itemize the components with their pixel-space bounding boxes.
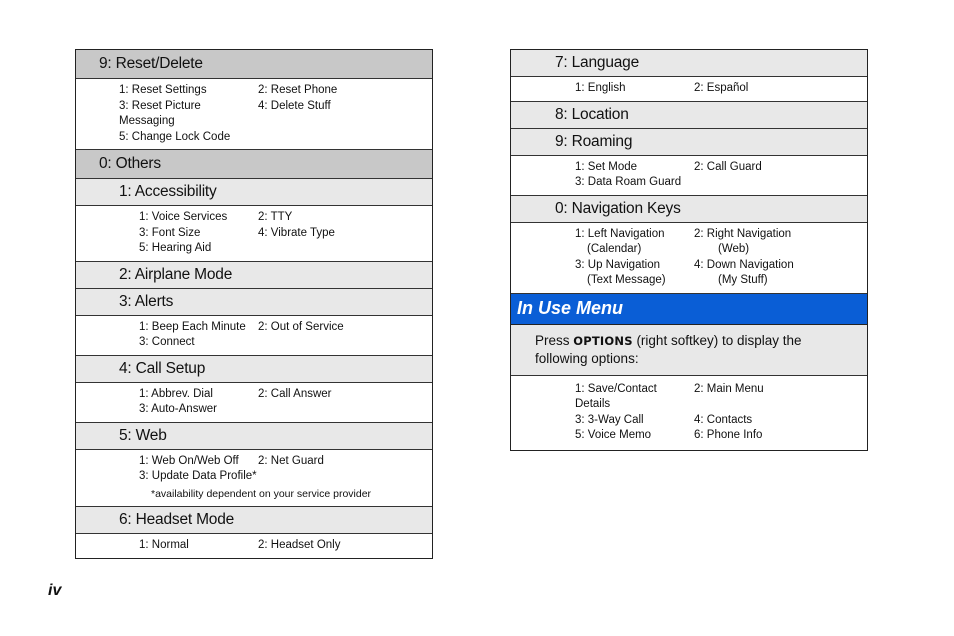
item-label: 1: Abbrev. Dial <box>139 387 213 400</box>
list-item <box>119 83 432 99</box>
item-label: 2: Out of Service <box>258 320 344 333</box>
in-use-menu-items <box>511 376 867 450</box>
item-label: 4: Delete Stuff <box>258 99 331 112</box>
list-item-subtext <box>575 273 867 289</box>
navigation-keys-items <box>511 223 867 294</box>
list-item-subtext <box>575 242 867 258</box>
item-label: 1: Left Navigation <box>575 227 665 240</box>
list-item <box>139 241 432 257</box>
alerts-header: 3: Alerts <box>76 289 432 316</box>
item-label: 1: Voice Services <box>139 211 228 223</box>
item-label: 3: Reset Picture Messaging <box>119 99 201 127</box>
roaming-items <box>511 156 867 196</box>
item-label: 3: Connect <box>139 336 195 348</box>
item-label: 1: Beep Each Minute <box>139 320 246 333</box>
item-label: 2: Net Guard <box>258 454 324 467</box>
alerts-items <box>76 316 432 356</box>
item-label: 3: Font Size <box>139 226 201 239</box>
item-subtext: (My Stuff) <box>718 274 768 286</box>
item-label: 2: Reset Phone <box>258 84 338 96</box>
accessibility-items <box>76 206 432 262</box>
list-item <box>575 81 867 97</box>
item-label: 3: Data Roam Guard <box>575 176 682 188</box>
item-label: 2: Headset Only <box>258 539 341 551</box>
item-label: 1: Save/Contact Details <box>575 382 657 410</box>
item-label: 4: Down Navigation <box>694 258 794 271</box>
location-header: 8: Location <box>511 102 867 129</box>
headset-mode-items <box>76 534 432 558</box>
list-item <box>139 402 432 418</box>
item-label: 1: Reset Settings <box>119 84 207 96</box>
list-item <box>139 454 432 470</box>
desc-text: Press <box>535 332 574 348</box>
item-label: 1: Set Mode <box>575 160 638 173</box>
list-item <box>139 538 432 554</box>
item-label: 5: Change Lock Code <box>119 130 231 143</box>
reset-delete-items <box>76 79 432 150</box>
item-label: 1: Normal <box>139 539 189 551</box>
item-label: 1: Web On/Web Off <box>139 454 239 467</box>
list-item <box>575 428 867 444</box>
list-item <box>575 382 867 413</box>
in-use-menu-banner: In Use Menu <box>511 294 867 325</box>
item-label: 5: Hearing Aid <box>139 242 212 254</box>
web-items <box>76 450 432 508</box>
left-menu-table <box>75 49 433 559</box>
item-label: 1: English <box>575 82 626 94</box>
list-item <box>575 227 867 243</box>
availability-note: *availability dependent on your service provider <box>151 487 372 500</box>
item-label: 3: Update Data Profile* <box>139 470 257 482</box>
desc-text: (right softkey) to display the following options: <box>535 332 802 366</box>
list-item <box>119 99 432 130</box>
item-label: 2: Español <box>694 82 749 94</box>
language-header: 7: Language <box>511 50 867 77</box>
others-header: 0: Others <box>76 150 432 179</box>
list-item <box>575 258 867 274</box>
in-use-menu-description <box>511 325 867 376</box>
list-item <box>119 130 432 146</box>
accessibility-header: 1: Accessibility <box>76 179 432 206</box>
reset-delete-header: 9: Reset/Delete <box>76 50 432 79</box>
item-label: 2: Call Answer <box>258 387 332 400</box>
item-label: 2: Right Navigation <box>694 227 792 240</box>
call-setup-items <box>76 383 432 423</box>
headset-mode-header: 6: Headset Mode <box>76 507 432 534</box>
list-item <box>139 320 432 336</box>
item-label: 2: TTY <box>258 211 293 223</box>
item-label: 2: Call Guard <box>694 160 762 173</box>
item-label: 3: 3-Way Call <box>575 413 644 426</box>
item-label: 5: Voice Memo <box>575 429 652 441</box>
call-setup-header: 4: Call Setup <box>76 356 432 383</box>
roaming-header: 9: Roaming <box>511 129 867 156</box>
list-item <box>139 210 432 226</box>
airplane-mode-header: 2: Airplane Mode <box>76 262 432 289</box>
list-item <box>139 335 432 351</box>
item-label: 6: Phone Info <box>694 429 763 441</box>
item-label: 3: Auto-Answer <box>139 403 217 415</box>
list-item <box>139 387 432 403</box>
options-key-label: OPTIONS <box>573 333 633 348</box>
item-subtext: (Calendar) <box>587 243 642 255</box>
navigation-keys-header: 0: Navigation Keys <box>511 196 867 223</box>
language-items <box>511 77 867 102</box>
right-menu-table <box>510 49 868 451</box>
item-label: 2: Main Menu <box>694 382 764 395</box>
list-item <box>575 160 867 176</box>
list-item <box>575 175 867 191</box>
item-subtext: (Web) <box>718 243 750 255</box>
item-label: 4: Vibrate Type <box>258 226 335 239</box>
item-subtext: (Text Message) <box>587 274 666 286</box>
list-item <box>139 226 432 242</box>
web-header: 5: Web <box>76 423 432 450</box>
list-item <box>139 469 432 485</box>
list-item <box>575 413 867 429</box>
page-number: iv <box>48 582 62 599</box>
item-label: 3: Up Navigation <box>575 258 661 271</box>
item-label: 4: Contacts <box>694 413 753 426</box>
